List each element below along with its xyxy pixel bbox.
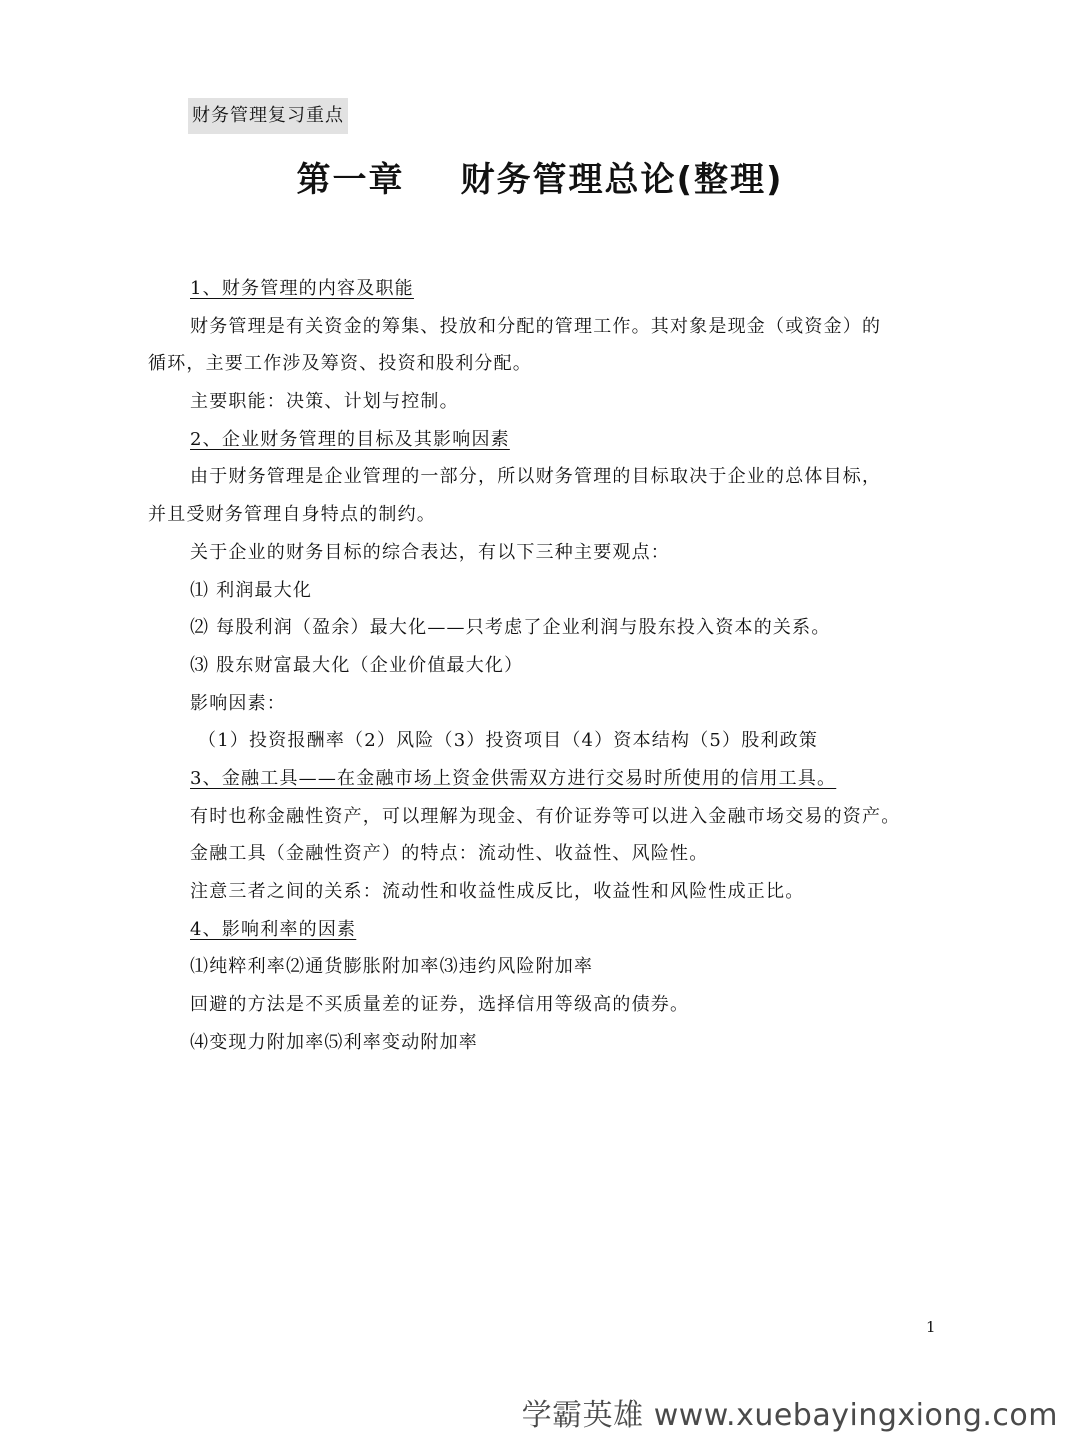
chapter-name: 财务管理总论(整理) — [460, 160, 784, 200]
factors-list: （1）投资报酬率（2）风险（3）投资项目（4）资本结构（5）股利政策 — [198, 730, 819, 752]
document-body — [148, 270, 948, 1061]
paragraph-line: 金融工具（金融性资产）的特点：流动性、收益性、风险性。 — [190, 843, 709, 865]
paragraph-line: 财务管理是有关资金的筹集、投放和分配的管理工作。其对象是现金（或资金）的 — [190, 315, 882, 337]
list-item: ⑶ 股东财富最大化（企业价值最大化） — [190, 654, 524, 676]
section-2-heading: 2、企业财务管理的目标及其影响因素 — [190, 428, 510, 450]
paragraph-line: 影响因素： — [190, 692, 286, 714]
list-item: ⑵ 每股利润（盈余）最大化——只考虑了企业利润与股东投入资本的关系。 — [190, 617, 831, 639]
list-item: ⑴ 利润最大化 — [190, 579, 313, 601]
paragraph-line: 有时也称金融性资产，可以理解为现金、有价证券等可以进入金融市场交易的资产。 — [190, 805, 901, 827]
paragraph-line: ⑷变现力附加率⑸利率变动附加率 — [190, 1031, 478, 1053]
section-4-heading: 4、影响利率的因素 — [190, 918, 357, 940]
site-watermark: 学霸英雄 www.xuebayingxiong.com — [521, 1398, 1058, 1433]
paragraph-line: 注意三者之间的关系：流动性和收益性成反比，收益性和风险性成正比。 — [190, 881, 805, 902]
paragraph-line: 回避的方法是不买质量差的证券，选择信用等级高的债券。 — [190, 994, 690, 1016]
paragraph-line: 主要职能：决策、计划与控制。 — [190, 391, 459, 413]
document-header-tag: 财务管理复习重点 — [188, 98, 348, 134]
section-1-heading: 1、财务管理的内容及职能 — [190, 278, 414, 299]
section-3-heading: 3、金融工具——在金融市场上资金供需双方进行交易时所使用的信用工具。 — [190, 767, 837, 789]
paragraph-line: 由于财务管理是企业管理的一部分，所以财务管理的目标取决于企业的总体目标， — [190, 466, 882, 488]
chapter-number: 第一章 — [296, 160, 405, 200]
chapter-title — [0, 152, 1080, 201]
page-number: 1 — [926, 1318, 936, 1336]
paragraph-line: ⑴纯粹利率⑵通货膨胀附加率⑶违约风险附加率 — [190, 956, 594, 978]
paragraph-line: 循环，主要工作涉及筹资、投资和股利分配。 — [148, 353, 532, 375]
paragraph-line: 关于企业的财务目标的综合表达，有以下三种主要观点： — [190, 541, 670, 563]
paragraph-line: 并且受财务管理自身特点的制约。 — [148, 504, 436, 526]
